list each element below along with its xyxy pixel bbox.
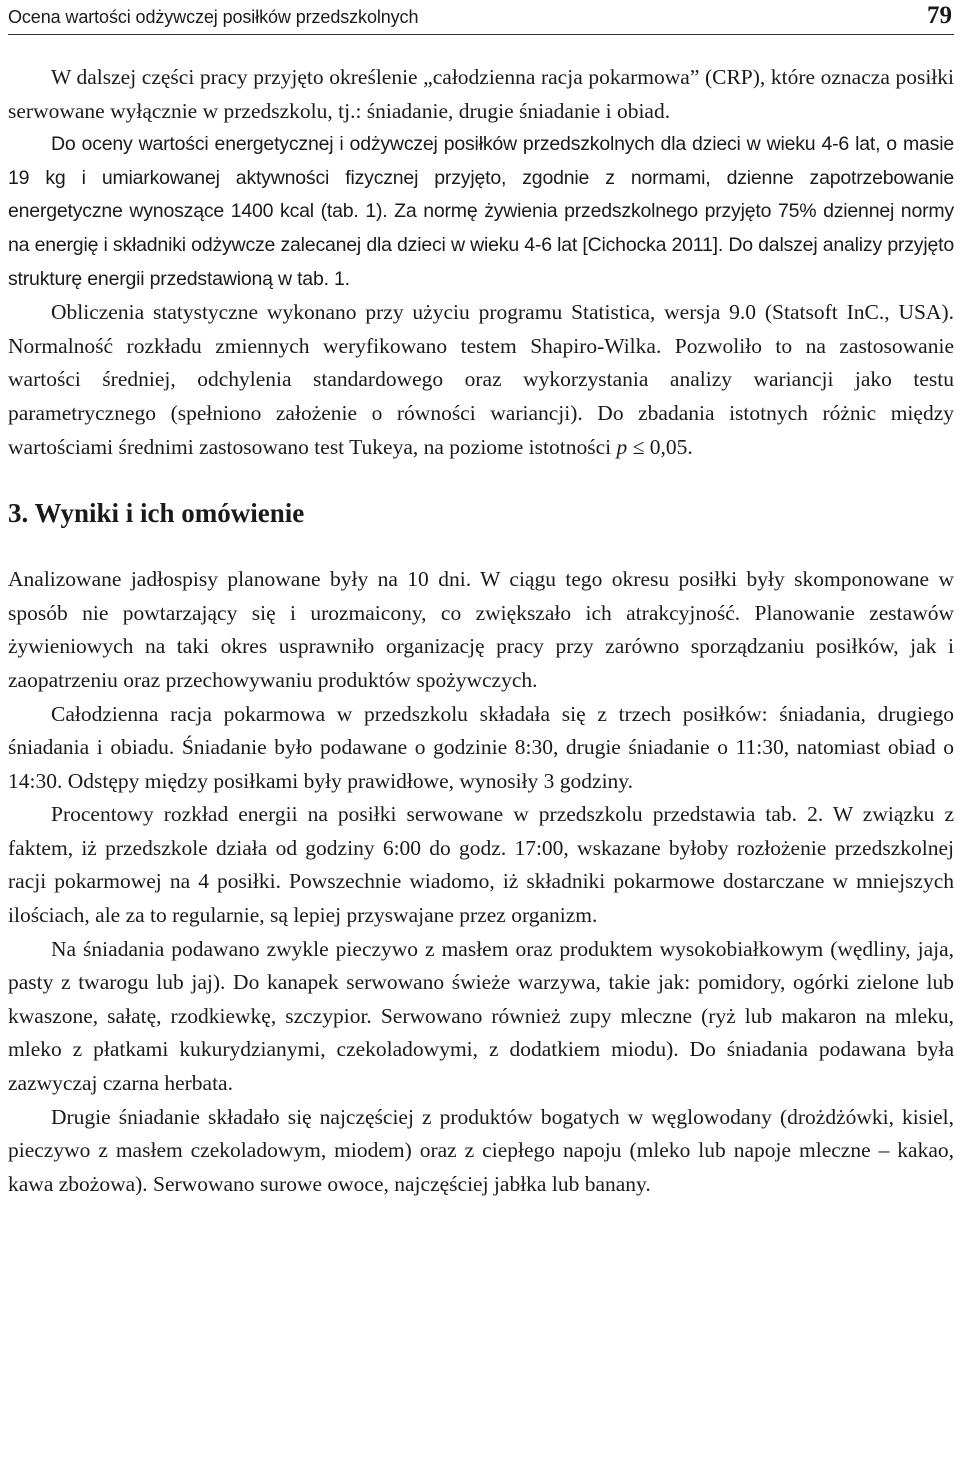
paragraph-breakfast: Na śniadania podawano zwykle pieczywo z masłem oraz produktem wysokobiałkowym (wędliny, jaja, pasty z twarogu lub jaj). Do kanapek serwowano świeże warzywa, takie jak: pomidory, ogórki zielone lub kwaszone, sałatę, rzodkiewkę, szczypior. Serwowano również zupy mleczne (ryż lub makaron na mleku, mleko z płatkami kukurydzianymi, czekoladowymi, z dodatkiem miodu). Do śniadania podawana była zazwyczaj czarna herbata. <box>8 936 954 1096</box>
document-page <box>8 0 954 1479</box>
paragraph-second-breakfast: Drugie śniadanie składało się najczęściej z produktów bogatych w węglowodany (drożdżówki, kisiel, pieczywo z masłem czekoladowym, miodem) oraz z ciepłego napoju (mleko lub napoje mleczne – kakao, kawa zbożowa). Serwowano surowe owoce, najczęściej jabłka lub banany. <box>8 1104 954 1196</box>
paragraph-energy-distribution: Procentowy rozkład energii na posiłki serwowane w przedszkolu przedstawia tab. 2. W związku z faktem, iż przedszkole działa od godziny 6:00 do godz. 17:00, wskazane byłoby rozłożenie przedszkolnej racji pokarmowej na 4 posiłki. Powszechnie wiadomo, iż składniki pokarmowe dostarczane w mniejszych ilościach, ale za to regularnie, są lepiej przyswajane przez organizm. <box>8 802 954 928</box>
significance-value: ≤ 0,05. <box>627 434 693 459</box>
running-header-title: Ocena wartości odżywczej posiłków przedszkolnych <box>8 7 419 27</box>
page-number: 79 <box>927 2 952 29</box>
paragraph-menu-planning: Analizowane jadłospisy planowane były na 10 dni. W ciągu tego okresu posiłki były skomponowane w sposób nie powtarzający się i urozmaicony, co zwiększało ich atrakcyjność. Planowanie zestawów żywieniowych na taki okres usprawniło organizację pracy przy zarówno sporządzaniu posiłków, jak i zaopatrzeniu oraz przechowywaniu produktów spożywczych. <box>8 567 954 692</box>
significance-symbol: p <box>616 434 628 459</box>
paragraph-statistics <box>8 296 954 464</box>
statistics-text: Obliczenia statystyczne wykonano przy użyciu programu Statistica, wersja 9.0 (Statsoft InC., USA). Normalność rozkładu zmiennych weryfikowano testem Shapiro-Wilka. Pozwoliło to na zastosowanie wartości średniej, odchylenia standardowego oraz wykorzystania analizy wariancji jako testu parametrycznego (spełniono założenie o równości wariancji). Do zbadania istotnych różnic między wartościami średnimi zastosowano test Tukeya, na poziome istotności <box>8 300 954 459</box>
section-heading: 3. Wyniki i ich omówienie <box>8 498 305 529</box>
paragraph-daily-ration: Całodzienna racja pokarmowa w przedszkolu składała się z trzech posiłków: śniadania, drugiego śniadania i obiadu. Śniadanie było podawane o godzinie 8:30, drugie śniadanie o 11:30, natomiast obiad o 14:30. Odstępy między posiłkami były prawidłowe, wynosiły 3 godziny. <box>8 701 954 793</box>
body-text <box>8 61 954 1201</box>
running-header <box>8 2 954 35</box>
paragraph-crp-definition: W dalszej części pracy przyjęto określenie „całodzienna racja pokarmowa” (CRP), które oznacza posiłki serwowane wyłącznie w przedszkolu, tj.: śniadanie, drugie śniadanie i obiad. <box>8 65 954 123</box>
paragraph-energy-norms: Do oceny wartości energetycznej i odżywczej posiłków przedszkolnych dla dzieci w wieku 4-6 lat, o masie 19 kg i umiarkowanej aktywności fizycznej przyjęto, zgodnie z normami, dzienne zapotrzebowanie energetyczne wynoszące 1400 kcal (tab. 1). Za normę żywienia przedszkolnego przyjęto 75% dziennej normy na energię i składniki odżywcze zalecanej dla dzieci w wieku 4-6 lat [Cichocka 2011]. Do dalszej analizy przyjęto strukturę energii przedstawioną w tab. 1. <box>8 133 954 290</box>
